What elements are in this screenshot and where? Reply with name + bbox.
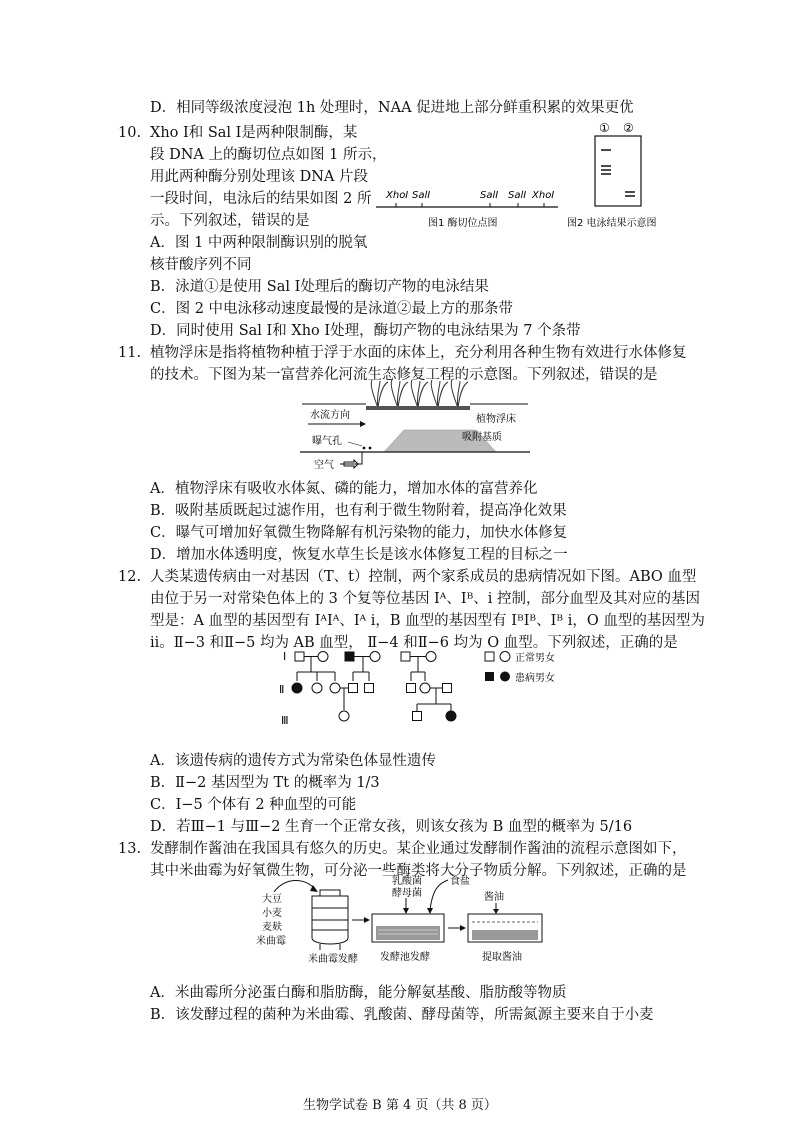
q10-option-b: B．泳道①是使用 Sal Ⅰ处理后的酶切产物的电泳结果 [150, 279, 489, 295]
generation-label: Ⅱ [279, 683, 285, 696]
lane-label-2: ② [623, 121, 634, 135]
tank-liquid [376, 926, 440, 940]
q12-option-d: D．若Ⅲ−1 与Ⅲ−2 生育一个正常女孩，则该女孩为 B 血型的概率为 5/16 [150, 819, 633, 835]
floating-bed [366, 406, 470, 410]
microbe-label: 酵母菌 [392, 888, 422, 899]
q11-option-a: A．植物浮床有吸收水体氮、磷的能力，增加水体的富营养化 [150, 481, 538, 497]
arrow-head-icon [460, 925, 466, 931]
female-affected [446, 711, 456, 721]
q13-option-a: A．米曲霉所分泌蛋白酶和脂肪酶，能分解氨基酸、脂肪酸等物质 [150, 985, 567, 1001]
q10-stem-line: 示。下列叙述，错误的是 [150, 213, 310, 229]
q13-number: 13. [118, 841, 142, 857]
q11-stem-line: 的技术。下图为某一富营养化河流生态修复工程的示意图。下列叙述，错误的是 [150, 367, 658, 383]
male-normal [365, 684, 374, 693]
input-label: 大豆 [262, 894, 282, 905]
q10-option-d: D．同时使用 Sal Ⅰ和 Xho Ⅰ处理，酶切产物的电泳结果为 7 个条带 [150, 323, 581, 339]
q12-option-a: A．该遗传病的遗传方式为常染色体显性遗传 [150, 753, 436, 769]
input-label: 小麦 [262, 908, 282, 919]
male-affected [345, 652, 354, 661]
salt-label: 食盐 [450, 876, 470, 887]
male-normal [443, 684, 452, 693]
q11-figure [300, 378, 530, 474]
generation-label: Ⅰ [283, 650, 287, 663]
extraction-liquid [472, 930, 538, 940]
figure1-caption: 图1 酶切位点图 [428, 218, 498, 229]
q10-option-a: A．图 1 中两种限制酶识别的脱氧 [150, 235, 368, 251]
plants-icon [371, 380, 468, 408]
q12-stem-line: 人类某遗传病由一对基因（T、t）控制，两个家系成员的患病情况如下图。ABO 血型 [150, 569, 697, 585]
flow-direction-label: 水流方向 [310, 410, 350, 421]
site-label-sal: SalⅠ [508, 190, 527, 201]
q10-option-c: C．图 2 中电泳移动速度最慢的是泳道②最上方的那条带 [150, 301, 514, 317]
q12-option-b: B．Ⅱ−2 基因型为 Tt 的概率为 1/3 [150, 775, 380, 791]
lane-label-1: ① [599, 121, 610, 135]
aerator-hole [369, 447, 372, 450]
legend-normal-label: 正常男女 [515, 653, 555, 664]
female-normal [339, 711, 349, 721]
male-normal [295, 652, 304, 661]
feed-arrow [274, 880, 316, 892]
q12-option-c: C．Ⅰ−5 个体有 2 种血型的可能 [150, 797, 357, 813]
aerator-pointer [348, 442, 362, 446]
q12-stem-line: 由位于另一对常染色体上的 3 个复等位基因 Iᴬ、Iᴮ、i 控制，部分血型及其对应的基因 [150, 591, 701, 607]
male-normal [413, 712, 422, 721]
q11-option-c: C．曝气可增加好氧微生物降解有机污染物的能力，加快水体修复 [150, 525, 568, 541]
q13-figure [250, 872, 560, 964]
step3-label: 提取酱油 [482, 952, 522, 963]
page-footer: 生物学试卷 B 第 4 页（共 8 页） [303, 1098, 497, 1113]
site-label-xho: XhoⅠ [532, 190, 555, 201]
female-normal [420, 683, 430, 693]
legend-male-normal-icon [485, 652, 494, 661]
arrow-head-icon [364, 917, 370, 923]
step2-label: 发酵池发酵 [380, 952, 430, 963]
male-normal [349, 684, 358, 693]
female-normal [370, 652, 380, 662]
q10-option-a-cont: 核苷酸序列不同 [150, 257, 252, 273]
fermenter-icon [312, 890, 348, 950]
q12-pedigree [275, 648, 575, 748]
arrow-head-icon [403, 908, 409, 914]
arrow-head-icon [493, 909, 499, 914]
legend-male-affected-icon [485, 672, 494, 681]
female-affected [292, 683, 302, 693]
q13-stem-line: 其中米曲霉为好氧微生物，可分泌一些酶类将大分子物质分解。下列叙述，正确的是 [150, 863, 687, 879]
q13-option-b: B．该发酵过程的菌种为米曲霉、乳酸菌、酵母菌等，所需氮源主要来自于小麦 [150, 1007, 654, 1023]
legend-female-normal-icon [500, 652, 510, 662]
q10-figure1 [372, 176, 562, 232]
salt-arrow [430, 880, 448, 910]
microbe-label: 乳酸菌 [392, 876, 422, 887]
q10-stem-line: Xho Ⅰ和 Sal Ⅰ是两种限制酶，某 [150, 125, 358, 141]
q11-option-d: D．增加水体透明度，恢复水草生长是该水体修复工程的目标之一 [150, 547, 568, 563]
legend-affected-label: 患病男女 [515, 673, 555, 684]
female-normal [426, 652, 436, 662]
generation-label: Ⅲ [281, 714, 289, 727]
site-label-xho: XhoⅠ [386, 190, 409, 201]
input-label: 麦麸 [262, 922, 282, 933]
site-label-sal: SalⅠ [480, 190, 499, 201]
q12-stem-line: 型是：A 血型的基因型有 IᴬIᴬ、Iᴬ i，B 血型的基因型有 IᴮIᴮ、Iᴮ i，O 血型的基因型为 [150, 613, 705, 629]
substrate-label: 吸附基质 [462, 432, 502, 443]
q10-stem-line: 段 DNA 上的酶切位点如图 1 所示， [150, 147, 387, 163]
q11-stem-line: 植物浮床是指将植物种植于浮于水面的床体上，充分利用各种生物有效进行水体修复 [150, 345, 687, 361]
air-label: 空气 [314, 460, 334, 471]
floating-bed-label: 植物浮床 [476, 414, 516, 425]
male-normal [401, 652, 410, 661]
female-normal [318, 652, 328, 662]
male-normal [407, 684, 416, 693]
female-normal [312, 683, 322, 693]
q11-number: 11. [118, 345, 142, 361]
q12-number: 12. [118, 569, 142, 585]
flow-arrow-icon [360, 421, 366, 427]
q13-stem-line: 发酵制作酱油在我国具有悠久的历史。某企业通过发酵制作酱油的流程示意图如下， [150, 841, 687, 857]
input-label: 米曲霉 [256, 936, 286, 947]
product-label: 酱油 [484, 892, 504, 903]
site-label-sal: SalⅠ [412, 190, 431, 201]
legend-female-affected-icon [500, 672, 510, 682]
q10-stem-line: 用此两种酶分别处理该 DNA 片段 [150, 169, 369, 185]
q12-stem-line: ii。Ⅱ−3 和Ⅱ−5 均为 AB 血型， Ⅱ−4 和Ⅱ−6 均为 O 血型。下列叙述，正确的是 [150, 635, 678, 651]
q9-option-d: D．相同等级浓度浸泡 1h 处理时，NAA 促进地上部分鲜重积累的效果更优 [150, 100, 634, 116]
q10-number: 10. [118, 125, 142, 141]
q11-option-b: B．吸附基质既起过滤作用，也有利于微生物附着，提高净化效果 [150, 503, 567, 519]
figure2-caption: 图2 电泳结果示意图 [567, 218, 657, 229]
step1-label: 米曲霉发酵 [308, 954, 358, 964]
female-normal [330, 683, 340, 693]
aerator-label: 曝气孔 [312, 436, 342, 447]
q10-figure2 [565, 120, 680, 232]
q10-stem-line: 一段时间，电泳后的结果如图 2 所 [150, 191, 372, 207]
aerator-hole [363, 447, 366, 450]
arrow-head-icon [427, 908, 433, 914]
